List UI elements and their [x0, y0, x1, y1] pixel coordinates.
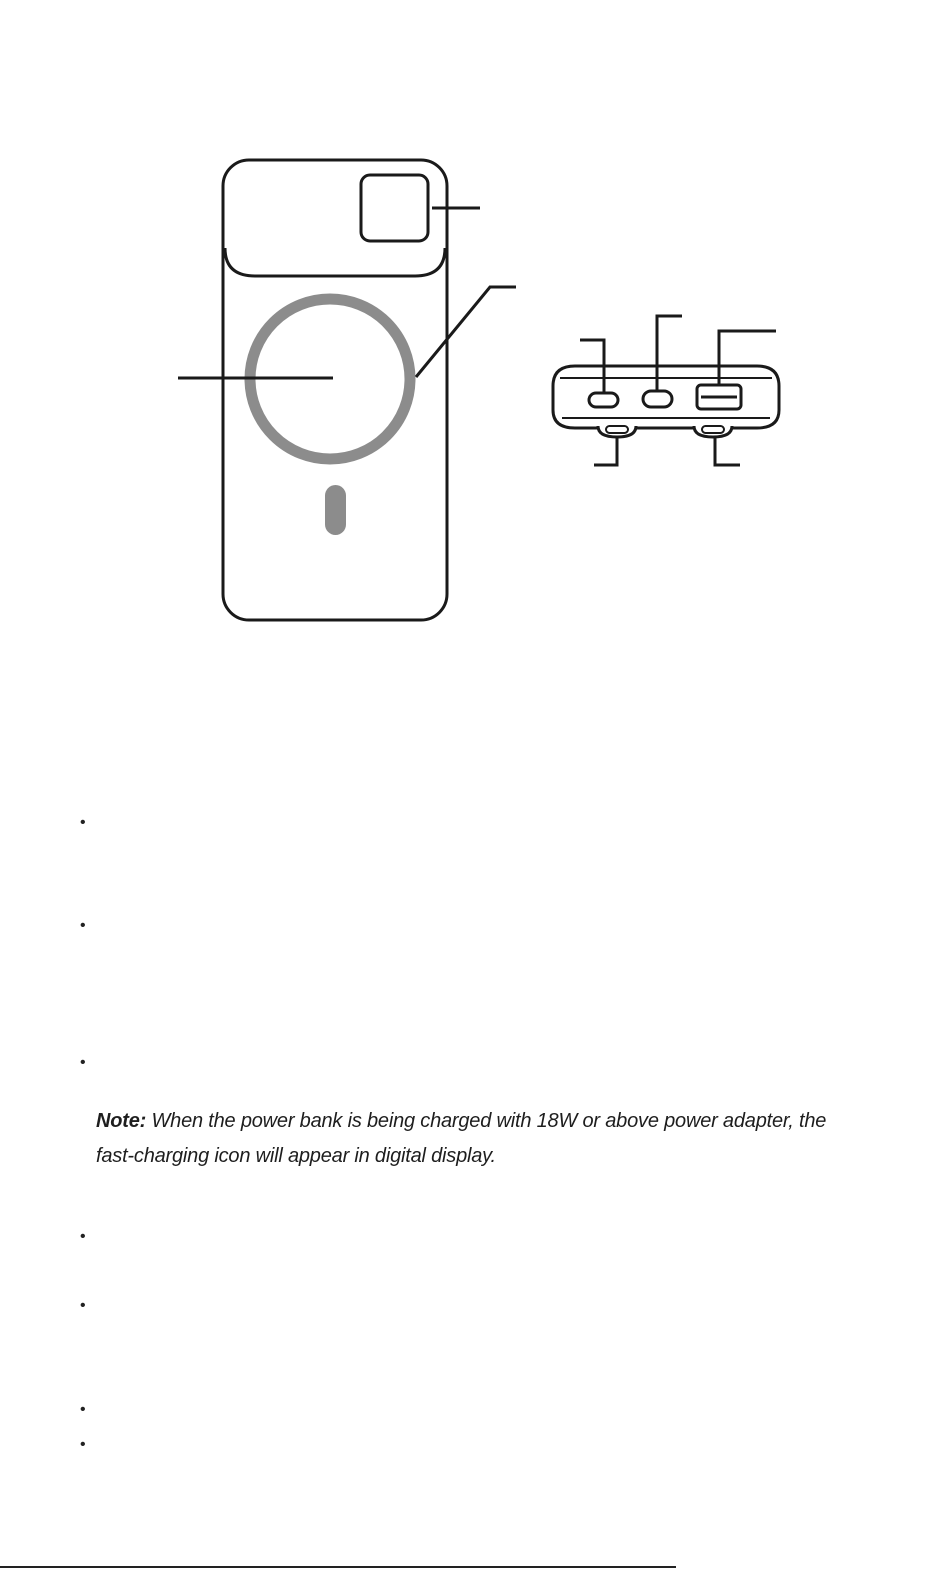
fast-charging-note: [96, 1104, 856, 1174]
list-bullet-5: •: [80, 1297, 86, 1314]
product-diagram: [0, 0, 946, 700]
note-text: When the power bank is being charged with 18W or above power adapter, the fast-charging icon will appear in digital display.: [96, 1110, 827, 1167]
list-bullet-3: •: [80, 1054, 86, 1071]
list-bullet-7: •: [80, 1436, 86, 1453]
usb-c-port-2: [643, 391, 672, 407]
list-bullet-6: •: [80, 1401, 86, 1418]
footer-rule: [0, 1566, 676, 1568]
bottom-port-right-slot: [702, 426, 724, 433]
list-bullet-4: •: [80, 1228, 86, 1245]
note-label: Note:: [96, 1110, 147, 1132]
bottom-port-left-slot: [606, 426, 628, 433]
front-view: [223, 160, 447, 620]
display-window: [361, 175, 428, 241]
usb-c-port-1: [589, 393, 618, 407]
callout-bottom-right: [715, 438, 740, 465]
list-bullet-2: •: [80, 917, 86, 934]
callout-bottom-left: [594, 438, 617, 465]
side-view: [553, 366, 779, 437]
indicator-slot: [325, 485, 346, 535]
list-bullet-1: •: [80, 814, 86, 831]
